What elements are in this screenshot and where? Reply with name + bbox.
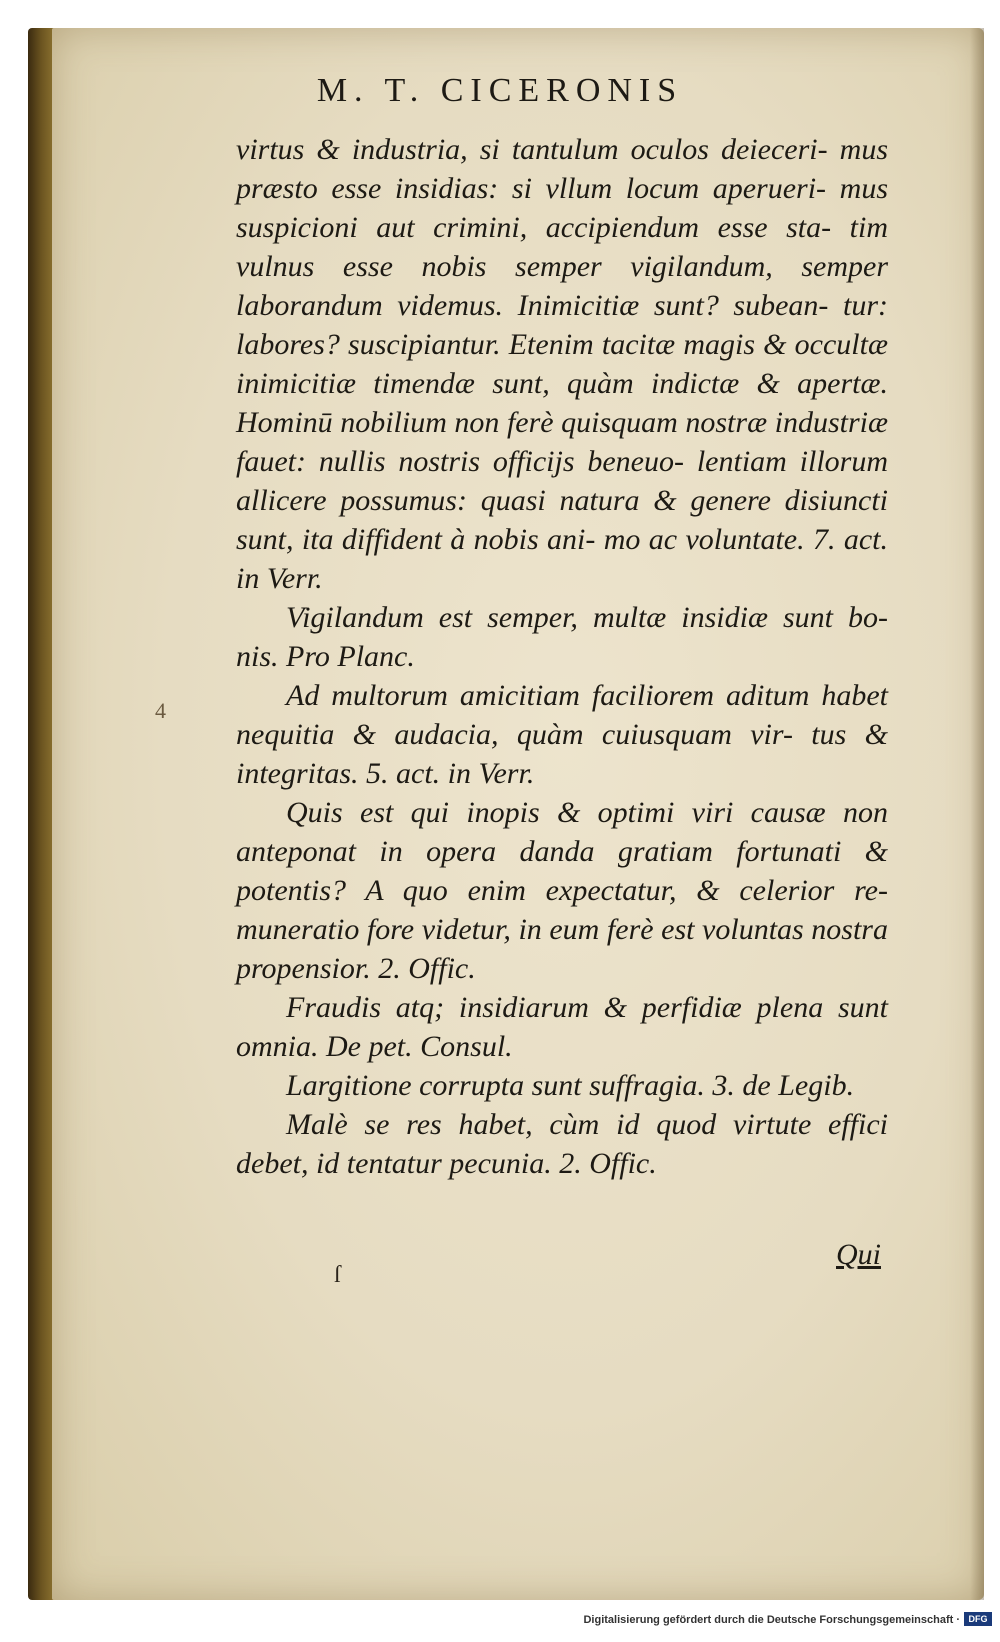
running-head: M. T. CICERONIS <box>316 72 684 109</box>
paragraph-6: Largitione corrupta sunt suffragia. 3. de Legib. <box>286 1069 855 1102</box>
dfg-logo-icon: DFG <box>964 1612 992 1626</box>
paragraph-2: Vigilandum est semper, multæ insidiæ sunt bo- nis. Pro Planc. <box>236 601 888 673</box>
paragraph-7: Malè se res habet, cùm id quod virtute effici debet, id tentatur pecunia. 2. Offic. <box>236 1108 888 1180</box>
margin-mark: 4 <box>155 698 166 723</box>
paragraph-5: Fraudis atq; insidiarum & perfidiæ plena sunt omnia. De pet. Consul. <box>236 991 888 1063</box>
paragraph-1: virtus & industria, si tantulum oculos deieceri- mus præsto esse insidias: si vllum locum aperueri- mus suspicioni aut crimini, accipiendum esse sta- tim vulnus esse nobis semper vigilandum, semper laborandum videmus. Inimicitiæ sunt? subean- tur: labores? suscipiantur. Etenim tacitæ magis & occultæ inimicitiæ timendæ sunt, quàm indictæ & apertæ. Hominū nobilium non ferè quisquam nostræ industriæ fauet: nullis nostris officijs beneuo- lentiam illorum allicere possumus: quasi natura & genere disiuncti sunt, ita diffident à nobis ani- mo ac voluntate. 7. act. in Verr. <box>236 133 888 595</box>
main-text-block <box>236 130 888 1183</box>
funding-credit: Digitalisierung gefördert durch die Deutsche Forschungsgemeinschaft · <box>583 1614 960 1626</box>
page-edge-shadow <box>970 28 984 1600</box>
catchword: Qui <box>836 1238 881 1271</box>
paragraph-3: Ad multorum amicitiam faciliorem aditum habet nequitia & audacia, quàm cuiusquam vir- tus & integritas. 5. act. in Verr. <box>236 679 888 790</box>
paragraph-4: Quis est qui inopis & optimi viri causæ non anteponat in opera danda gratiam fortunati & potentis? A quo enim expectatur, & celerior re- muneratio fore videtur, in eum ferè est voluntas nostra propensior. 2. Offic. <box>236 796 888 985</box>
stray-ink-mark: ſ <box>334 1262 341 1288</box>
